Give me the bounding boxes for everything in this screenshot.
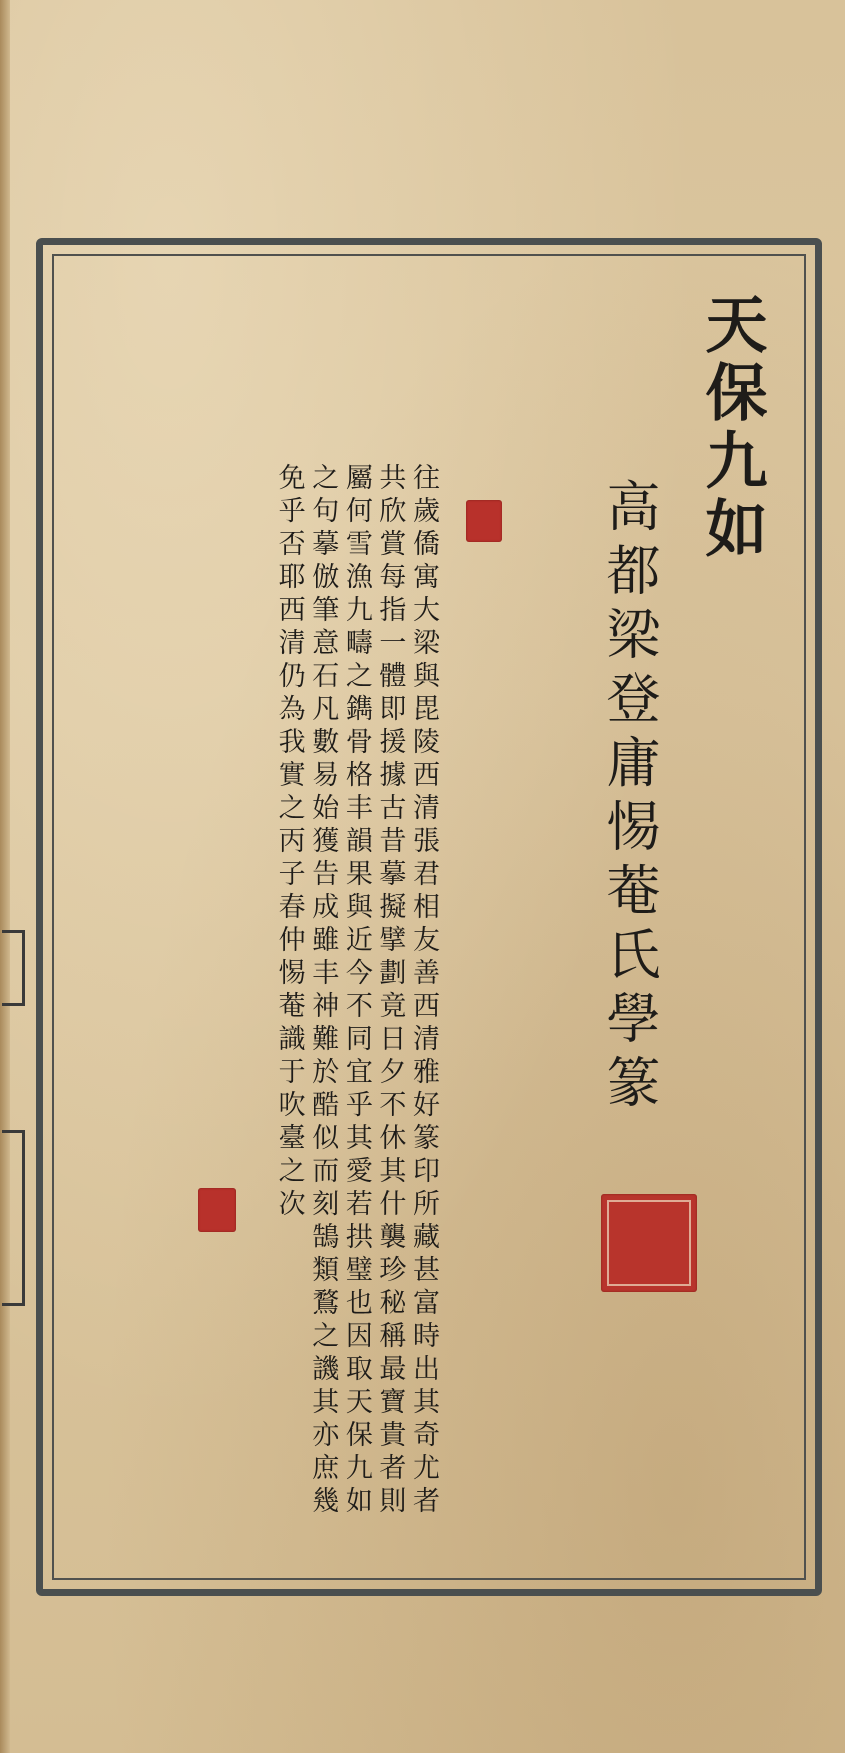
binding-mark: [2, 1130, 25, 1306]
red-seal-small-top: [466, 500, 502, 542]
red-seal-large: [601, 1194, 697, 1292]
red-seal-small-bottom: [198, 1188, 236, 1232]
preface-text: 往歲僑寓大梁與毘陵西清張君相友善西清雅好篆印所藏甚富時出其奇尤者共欣賞每指一體即援據古昔摹擬擘劃竟日夕不休其什襲珍秘稱最寶貴者則屬何雪漁九疇之鐫骨格丰韻果與近今不同宜乎其愛若拱璧也因取天保九如之句摹倣筆意石凡數易始獲告成雖丰神難於酷似而刻鵠類鶩之譏其亦庶幾免乎否耶西清仍為我實之丙子春仲惕菴識于吹臺之次: [273, 463, 439, 1519]
page-edge: [0, 0, 10, 1753]
page-title: 天保九如: [695, 292, 768, 564]
binding-mark: [2, 930, 25, 1006]
author-line: 高都梁登庸惕菴氏學篆: [598, 478, 661, 1118]
